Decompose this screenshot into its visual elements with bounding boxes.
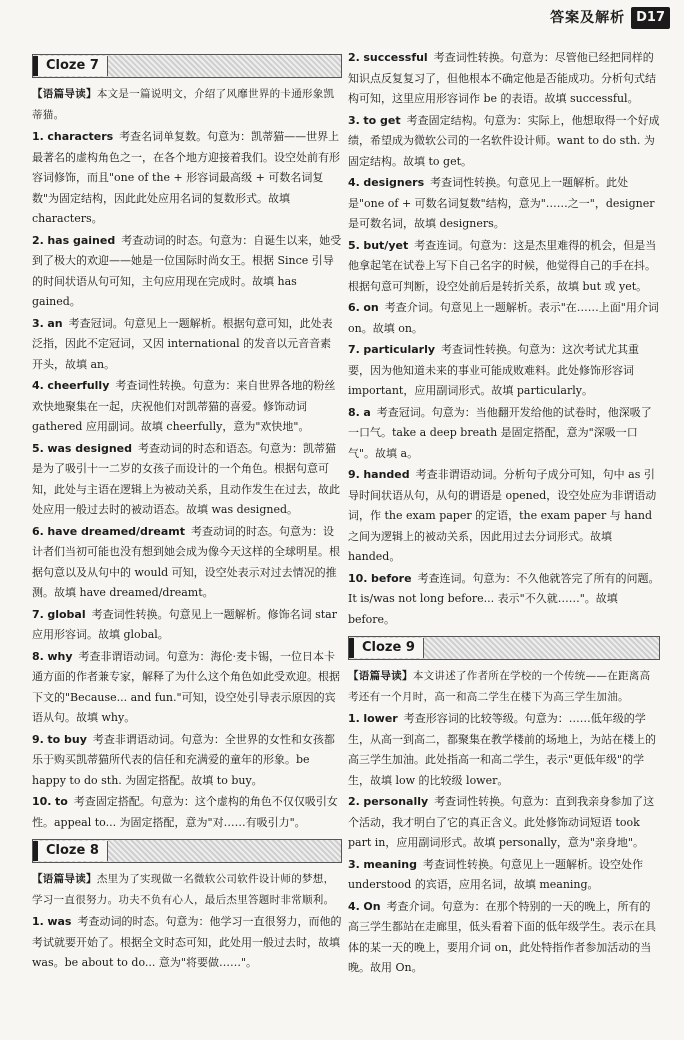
answer-item [348,465,660,568]
answer-item [348,403,660,465]
item-answer: have dreamed/dreamt [47,524,185,538]
item-answer: why [47,649,73,663]
item-explanation: 考查介词。句意为：在那个特别的一天的晚上，所有的高三学生都站在走廊里，低头看着下面的低年级学生。表示在具体的某一天的晚上，要用介词 on，此处特指作者参加活动的当晚。故用 On。 [348,899,656,974]
answer-item [348,340,660,402]
item-number: 10. [32,795,52,808]
item-answer: On [363,899,381,913]
item-answer: handed [363,468,410,481]
answer-item [348,236,660,298]
answer-item [32,127,342,230]
item-number: 5. [348,238,360,252]
item-explanation: 考查非谓语动词。分析句子成分可知，句中 as 引导时间状语从句，从句的谓语是 opened，设空处应为非谓语动词，作 the exam paper 的定语，the exam paper 与 hand 之间为逻辑上的被动关系，因此用过去分词形式。故填 handed。 [348,468,657,563]
answer-item [348,792,660,854]
answer-item [32,522,342,604]
item-number: 2. [32,233,44,247]
item-explanation: 考查介词。句意见上一题解析。表示"在……上面"用介词 on。故填 on。 [348,301,659,335]
item-answer: was [47,915,72,928]
item-answer: successful [363,51,428,64]
item-answer: designers [363,176,425,189]
guide-text: 杰里为了实现做一名微软公司软件设计师的梦想，学习一直很努力。功夫不负有心人，最后杰里答题时非常顺利。 [32,873,335,906]
item-explanation: 考查动词的时态。句意为：自诞生以来，她受到了极大的欢迎——她是一位国际时尚女王。根据 Since 引导的时间状语从句可知，主句应用现在完成时。故填 has gained。 [32,233,342,308]
guide-tag: 【语篇导读】 [348,670,413,682]
answer-item [348,855,660,896]
item-number: 1. [32,130,44,143]
item-explanation: 考查词性转换。句意为：尽管他已经把同样的知识点反复复习了，但他根本不确定他是否能成功。分析句式结构可知，这里应用形容词作 be 的表语。故填 successful。 [348,51,656,105]
item-answer: on [363,301,379,314]
answer-item [32,605,342,646]
cloze8-guide [32,869,342,910]
answer-item [32,647,342,729]
item-explanation: 考查动词的时态。句意为：设计者们当初可能也没有想到她会成为像今天这样的全球明星。根据句意以及从句中的 would 可知，设空处表示对过去情况的推测。故填 have dreamed/dreamt。 [32,524,340,599]
item-number: 5. [32,441,44,455]
guide-text: 本文是一篇说明文，介绍了风靡世界的卡通形象凯蒂猫。 [32,88,335,121]
item-number: 1. [348,712,360,725]
item-number: 6. [348,301,360,314]
item-answer: global [47,607,86,621]
item-number: 9. [32,732,44,746]
item-answer: a [363,405,371,419]
guide-tag: 【语篇导读】 [32,873,97,885]
item-number: 7. [32,607,44,621]
cloze9-heading [348,636,660,660]
guide-text: 本文讲述了作者所在学校的一个传统——在距离高考还有一个月时，高一和高二学生在楼下为高三学生加油。 [348,670,651,703]
item-explanation: 考查非谓语动词。句意为：海伦·麦卡锡，一位日本卡通方面的作者兼专家，解释了为什么这个角色如此受欢迎。根据下文的"Because... and fun."可知，设空处引导表示原因的宾语从句。故填 why。 [32,649,340,724]
item-answer: to buy [47,732,87,746]
item-explanation: 考查词性转换。句意为：直到我亲身参加了这个活动，我才明白了它的真正含义。此处修饰动词短语 took part in，应用副词形式。故填 personally，意为"亲身地"。 [348,795,655,849]
item-explanation: 考查连词。句意为：不久他就答完了所有的问题。It is/was not long before... 表示"不久就……"。故填 before。 [348,571,660,626]
cloze9-items [348,709,660,979]
answer-item [32,730,342,792]
page-header [550,6,670,30]
cloze9-guide [348,666,660,707]
item-explanation: 考查名词单复数。句意为：凯蒂猫——世界上最著名的虚构角色之一，在各个地方迎接着我们。设空处前有形容词修饰，而且"one of the + 形容词最高级 + 可数名词复数"为固定结构，因此此处应用名词的复数形式。故填 characters。 [32,130,340,225]
item-number: 3. [348,857,360,871]
item-explanation: 考查词性转换。句意见上一题解析。修饰名词 star 应用形容词。故填 global。 [32,607,338,641]
item-answer: personally [363,795,429,808]
item-explanation: 考查词性转换。句意见上一题解析。此处是"one of + 可数名词复数"结构，意为"……之一"，designer 是可数名词，故填 designers。 [348,176,655,230]
item-number: 6. [32,524,44,538]
answer-item [348,173,660,235]
item-explanation: 考查词性转换。句意为：来自世界各地的粉丝欢快地聚集在一起，庆祝他们对凯蒂猫的喜爱。修饰动词 gathered 应用副词。故填 cheerfully，意为"欢快地"。 [32,379,336,433]
cloze7-items [32,127,342,833]
left-column [32,48,342,975]
item-number: 3. [348,113,360,127]
item-number: 3. [32,316,44,330]
item-explanation: 考查动词的时态和语态。句意为：凯蒂猫是为了吸引十一二岁的女孩子而设计的一个角色。根据句意可知，此处与主语在逻辑上为被动关系，且动作发生在过去，故此处应用一般过去时的被动语态。故填 was designed。 [32,441,340,516]
cloze7-guide [32,84,342,125]
item-explanation: 考查词性转换。句意见上一题解析。设空处作 understood 的宾语，应用名词，故填 meaning。 [348,857,643,891]
item-explanation: 考查冠词。句意见上一题解析。根据句意可知，此处表泛指，因此不定冠词，又因 international 的发音以元音音素开头，故填 an。 [32,316,333,371]
item-answer: lower [363,712,398,725]
item-answer: was designed [47,441,132,455]
item-answer: meaning [363,857,417,871]
item-number: 10. [348,571,368,585]
item-number: 1. [32,915,44,928]
cloze7-title: Cloze 7 [33,56,108,76]
header-title: 答案及解析 [550,9,626,26]
cloze9-title: Cloze 9 [349,638,424,658]
cloze8-items-continued [348,48,660,630]
answer-item [348,48,660,110]
item-number: 8. [32,649,44,663]
item-answer: before [371,571,412,585]
item-explanation: 考查动词的时态。句意为：他学习一直很努力，而他的考试就要开始了。根据全文时态可知，此处用一般过去时，故填 was。be about to do... 意为"将要做……"。 [32,915,342,969]
answer-item [348,709,660,791]
right-column [348,48,660,980]
item-number: 2. [348,795,360,808]
item-explanation: 考查固定搭配。句意为：这个虚构的角色不仅仅吸引女性。appeal to... 为固定搭配，意为"对……有吸引力"。 [32,795,338,829]
item-answer: characters [47,130,114,143]
page-number-badge: D17 [631,7,670,30]
cloze8-heading [32,839,342,863]
answer-item [32,231,342,313]
item-answer: cheerfully [47,379,110,392]
item-number: 4. [348,899,360,913]
item-number: 4. [32,379,44,392]
guide-tag: 【语篇导读】 [32,88,97,100]
item-explanation: 考查连词。句意为：这是杰里难得的机会，但是当他拿起笔在试卷上写下自己名字的时候，他觉得自己的手在抖。根据句意可判断，设空处前后是转折关系，故填 but 或 yet。 [348,238,657,293]
cloze7-heading [32,54,342,78]
item-explanation: 考查固定结构。句意为：实际上，他想取得一个好成绩，希望成为微软公司的一名软件设计师。want to do sth. 为固定结构。故填 to get。 [348,113,660,168]
answer-item [348,569,660,631]
answer-item [348,897,660,979]
item-number: 7. [348,343,360,356]
item-number: 8. [348,405,360,419]
item-answer: but/yet [363,238,409,252]
answer-item [32,439,342,521]
item-explanation: 考查形容词的比较等级。句意为：……低年级的学生，从高一到高二，都聚集在教学楼前的场地上，为站在楼上的高三学生加油。此处指高一和高二学生，表示"更低年级"的学生，故填 low 的比较级 lower。 [348,712,656,787]
item-answer: an [47,316,63,330]
answer-item [348,298,660,339]
item-number: 4. [348,176,360,189]
item-explanation: 考查非谓语动词。句意为：全世界的女性和女孩都乐于购买凯蒂猫所代表的信任和充满爱的童年的形象。be happy to do sth. 为固定搭配。故填 to buy。 [32,732,335,787]
item-answer: particularly [363,343,436,356]
item-answer: has gained [47,233,116,247]
item-explanation: 考查词性转换。句意为：这次考试尤其重要，因为他知道未来的事业可能成败难料。此处修饰形容词 important，应用副词形式。故填 particularly。 [348,343,640,397]
item-number: 2. [348,51,360,64]
item-answer: to [55,795,68,808]
item-answer: to get [363,113,401,127]
answer-item [348,111,660,173]
item-number: 9. [348,468,360,481]
answer-item [32,376,342,438]
answer-item [32,314,342,376]
answer-item [32,912,342,974]
item-explanation: 考查冠词。句意为：当他翻开发给他的试卷时，他深吸了一口气。take a deep breath 是固定搭配，意为"深吸一口气"。故填 a。 [348,405,652,460]
cloze8-items [32,912,342,974]
cloze8-title: Cloze 8 [33,841,108,861]
answer-item [32,792,342,833]
